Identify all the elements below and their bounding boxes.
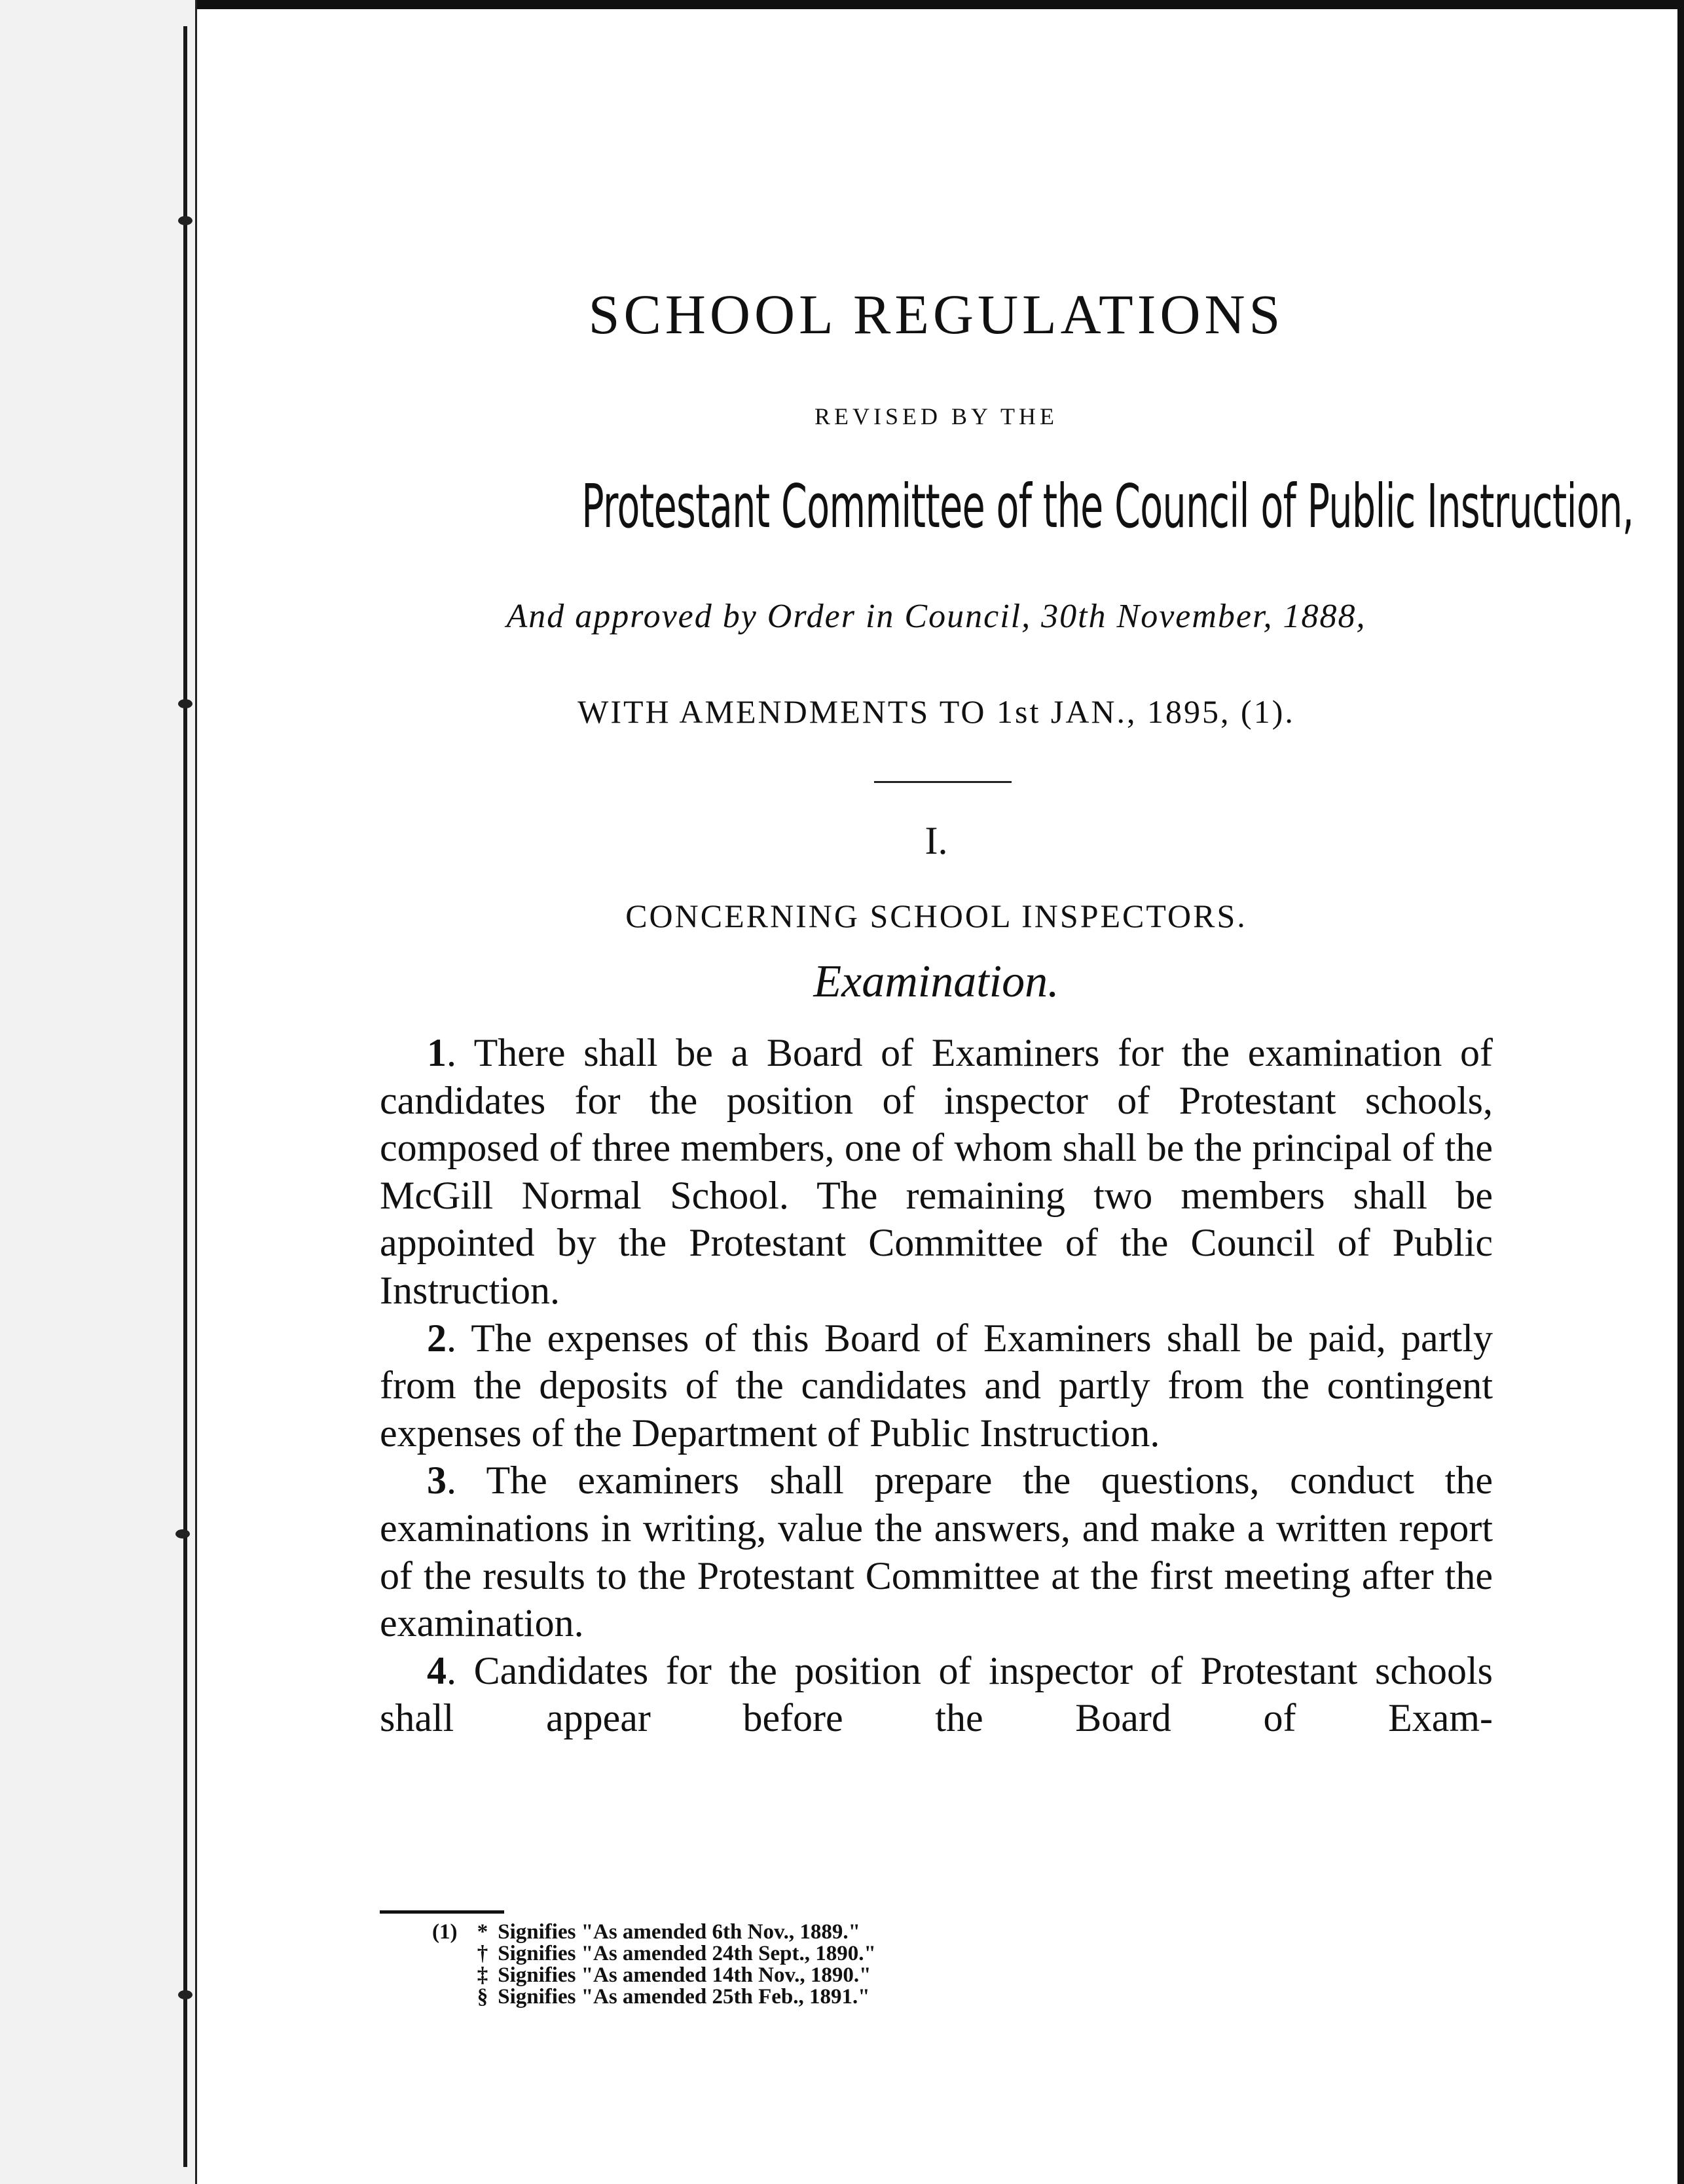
footnotes <box>432 1921 1087 2008</box>
footnote-text: Signifies "As amended 25th Feb., 1891." <box>498 1985 870 2009</box>
binding-mark <box>175 1529 190 1538</box>
subsection-title: Examination. <box>813 956 1059 1007</box>
footnote-symbol: † <box>477 1942 488 1965</box>
footnote-text: Signifies "As amended 14th Nov., 1890." <box>498 1963 871 1987</box>
footnote-ref: (1) <box>432 1920 458 1944</box>
section-divider <box>874 781 1012 783</box>
paragraph: 1. There shall be a Board of Examiners for the examination of candidates for the position of inspector of Protestant schools, composed of three members, one of whom shall be the principal of the McGill Normal School. The remaining two members shall be appointed by the Protestant Committee of the Council of Public Instruction. <box>380 1031 1493 1312</box>
body-text <box>380 1029 1493 1742</box>
binding-mark <box>178 1990 192 1999</box>
footnote-rule <box>380 1910 504 1914</box>
binding-mark <box>178 699 192 708</box>
footnote-text: Signifies "As amended 6th Nov., 1889." <box>498 1920 860 1944</box>
footnote-line <box>432 1965 1087 1986</box>
paragraph-text: Candidates for the position of inspector of Protestant schools shall appear before the Board of Exam- <box>380 1648 1493 1740</box>
footnote-symbol: § <box>477 1985 488 2009</box>
paragraph-number: 3 <box>427 1459 447 1502</box>
paragraph: 4. Candidates for the position of inspector of Protestant schools shall appear before the Board of Exam- <box>380 1648 1493 1740</box>
page-binding <box>0 0 197 2184</box>
revised-by-line: REVISED BY THE <box>815 403 1058 429</box>
footnote-symbol: ‡ <box>477 1963 488 1987</box>
binding-mark <box>178 216 192 225</box>
footnote-text: Signifies "As amended 24th Sept., 1890." <box>498 1942 876 1965</box>
section-number: I. <box>924 819 948 862</box>
footnote-line <box>432 1921 1087 1943</box>
paragraph-text: The examiners shall prepare the questions, conduct the examinations in writing, value the answers, and make a written report of the results to the Protestant Committee at the first meeting after the examination. <box>380 1459 1493 1645</box>
footnote-symbol: * <box>477 1920 488 1944</box>
amendments-line: WITH AMENDMENTS TO 1st JAN., 1895, (1). <box>577 693 1295 730</box>
footnote-line <box>432 1943 1087 1965</box>
scan-edge-right <box>1677 0 1684 2184</box>
paragraph-number: 4 <box>427 1648 447 1692</box>
footnote-line <box>432 1986 1087 2008</box>
committee-heading: Protestant Committee of the Council of Public Instruction, <box>581 471 1634 541</box>
paragraph-number: 2 <box>427 1316 447 1360</box>
paragraph: 2. The expenses of this Board of Examiners shall be paid, partly from the deposits of the candidates and partly from the contingent expenses of the Department of Public Instruction. <box>380 1316 1493 1455</box>
approval-line: And approved by Order in Council, 30th November, 1888, <box>506 598 1366 635</box>
paragraph: 3. The examiners shall prepare the questions, conduct the examinations in writing, value the answers, and make a written report of the results to the Protestant Committee at the first meeting after the examination. <box>380 1459 1493 1645</box>
page-content <box>380 0 1634 2184</box>
paragraph-number: 1 <box>427 1031 447 1074</box>
paragraph-text: There shall be a Board of Examiners for the examination of candidates for the position of inspector of Protestant schools, composed of three members, one of whom shall be the principal of the McGill Normal School. The remaining two members shall be appointed by the Protestant Committee of the Council of Public Instruction. <box>380 1031 1493 1312</box>
paragraph-text: The expenses of this Board of Examiners shall be paid, partly from the deposits of the candidates and partly from the contingent expenses of the Department of Public Instruction. <box>380 1316 1493 1455</box>
section-title: CONCERNING SCHOOL INSPECTORS. <box>625 898 1247 934</box>
document-title: SCHOOL REGULATIONS <box>588 283 1285 346</box>
binding-line <box>183 26 187 2167</box>
